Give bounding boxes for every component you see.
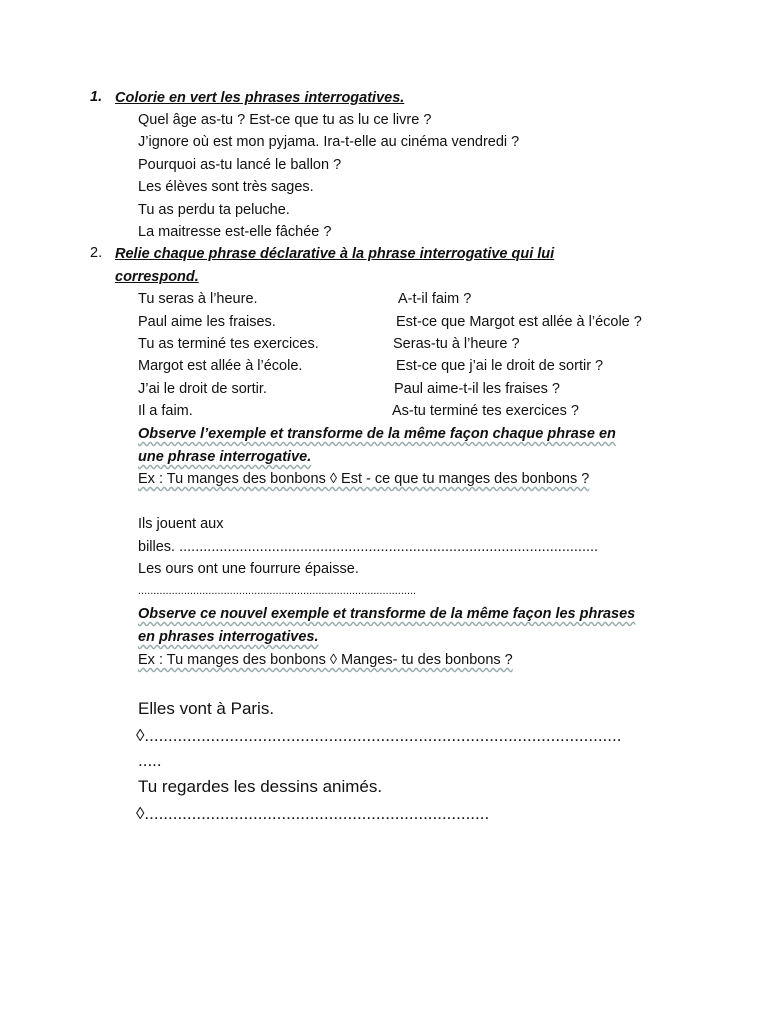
sentence-6: La maitresse est-elle fâchée ? [138, 224, 332, 240]
declarative-5: J’ai le droit de sortir. [138, 381, 267, 397]
sentence-2: J’ignore où est mon pyjama. Ira-t-elle au cinéma vendredi ? [138, 134, 520, 150]
interrogative-5: Paul aime-t-il les fraises ? [394, 381, 560, 397]
section-3-example: Ex : Tu manges des bonbons ◊ Est - ce que tu manges des bonbons ? [138, 471, 590, 487]
exercise-3-line3: Les ours ont une fourrure épaisse. [138, 561, 359, 577]
section-4-example: Ex : Tu manges des bonbons ◊ Manges- tu des bonbons ? [138, 652, 513, 668]
exercise-3-line1: Ils jouent aux [138, 516, 224, 532]
exercise-4-answer2: ◊......................................................................... [136, 804, 490, 823]
declarative-4: Margot est allée à l’école. [138, 358, 303, 374]
interrogative-4: Est-ce que j’ai le droit de sortir ? [396, 358, 604, 374]
section-2-number: 2. [90, 245, 103, 261]
sentence-5: Tu as perdu ta peluche. [138, 202, 290, 218]
section-1-number: 1. [90, 89, 103, 105]
exercise-4-sentence2: Tu regardes les dessins animés. [138, 777, 383, 796]
exercise-4-answer1b: ..... [138, 751, 162, 770]
exercise-3-line4: ........................................................................................... [138, 585, 417, 597]
sentence-3: Pourquoi as-tu lancé le ballon ? [138, 157, 342, 173]
declarative-3: Tu as terminé tes exercices. [138, 336, 319, 352]
section-1-instruction: Colorie en vert les phrases interrogatives. [115, 90, 405, 106]
section-3-instruction-line1: Observe l’exemple et transforme de la même façon chaque phrase en [138, 426, 616, 442]
interrogative-3: Seras-tu à l’heure ? [393, 336, 520, 352]
exercise-4-answer1a: ◊..................................................................................................... [136, 726, 622, 745]
section-2-instruction-line1: Relie chaque phrase déclarative à la phrase interrogative qui lui [115, 246, 555, 262]
interrogative-2: Est-ce que Margot est allée à l’école ? [396, 314, 642, 330]
section-3-instruction-line2: une phrase interrogative. [138, 449, 312, 465]
section-4-instruction-line1: Observe ce nouvel exemple et transforme de la même façon les phrases [138, 606, 636, 622]
exercise-3-line2: billes. ........................................................................................................ [138, 539, 599, 555]
section-4-instruction-line2: en phrases interrogatives. [138, 629, 319, 645]
declarative-6: Il a faim. [138, 403, 193, 419]
declarative-1: Tu seras à l’heure. [138, 291, 258, 307]
interrogative-1: A-t-il faim ? [398, 291, 472, 307]
interrogative-6: As-tu terminé tes exercices ? [392, 403, 579, 419]
section-2-instruction-line2: correspond. [115, 269, 199, 285]
sentence-4: Les élèves sont très sages. [138, 179, 314, 195]
sentence-1: Quel âge as-tu ? Est-ce que tu as lu ce livre ? [138, 112, 432, 128]
exercise-4-sentence1: Elles vont à Paris. [138, 699, 275, 718]
declarative-2: Paul aime les fraises. [138, 314, 276, 330]
